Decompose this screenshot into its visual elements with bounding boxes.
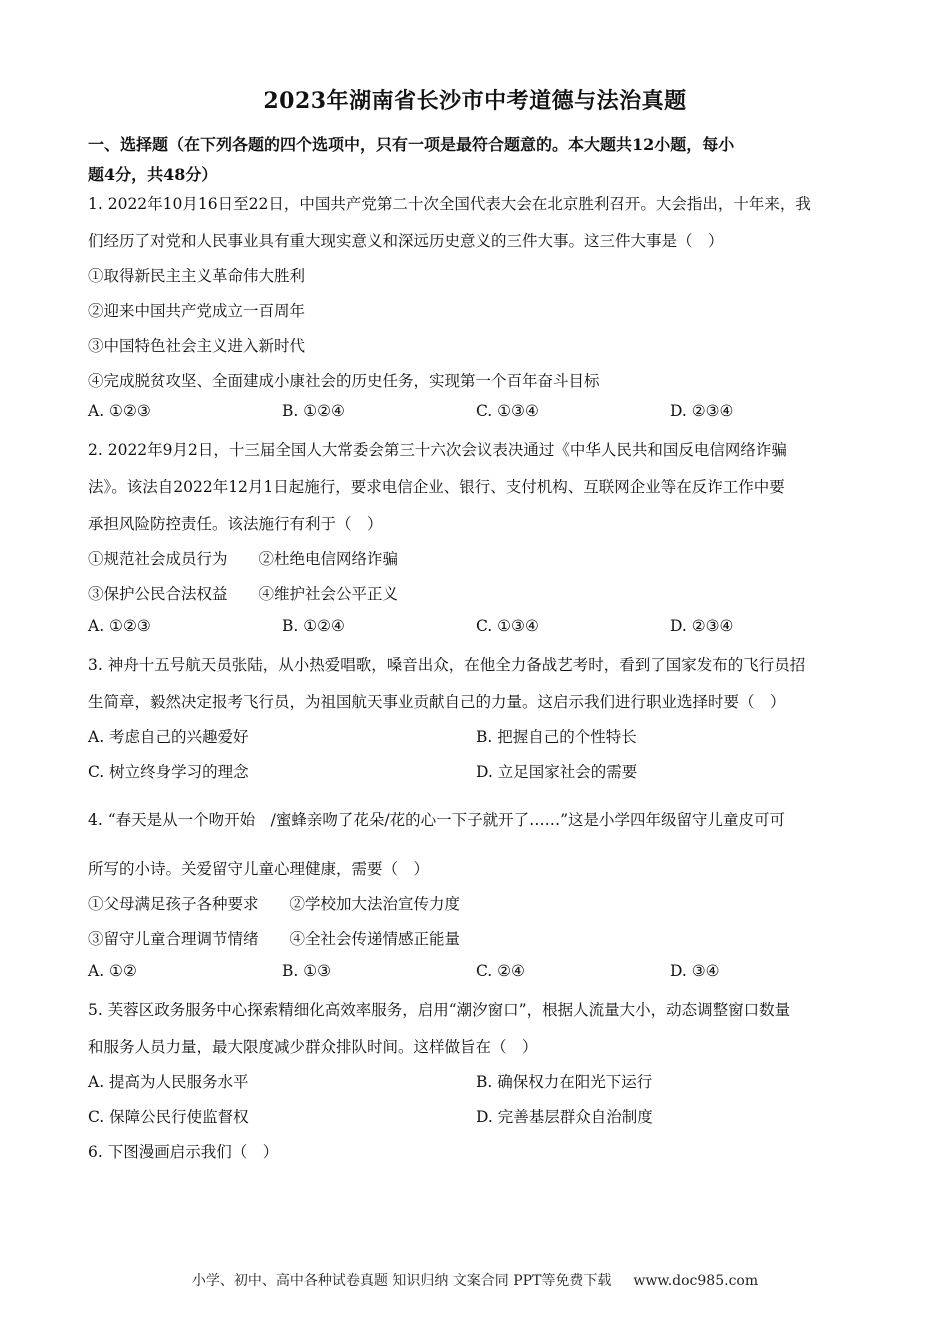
q2-statements-1: ①规范社会成员行为 ②杜绝电信网络诈骗 — [88, 550, 399, 568]
q1-statement-2: ②迎来中国共产党成立一百周年 — [88, 302, 306, 320]
section-heading-line-1: 一、选择题（在下列各题的四个选项中，只有一项是最符合题意的。本大题共12小题，每小 — [88, 135, 735, 154]
q2-stem-line-2: 法》。该法自2022年12月1日起施行，要求电信企业、银行、支付机构、互联网企业等在反诈工作中要 — [88, 478, 785, 496]
q4-statements-2: ③留守儿童合理调节情绪 ④全社会传递情感正能量 — [88, 930, 461, 948]
q4-stem-line-1: 4. “春天是从一个吻开始 /蜜蜂亲吻了花朵/花的心一下子就开了……”这是小学四年级留守儿童皮可可 — [88, 811, 786, 829]
q2-option-c: C. ①③④ — [476, 617, 539, 635]
q1-statement-1: ①取得新民主主义革命伟大胜利 — [88, 267, 306, 285]
q5-option-c: C. 保障公民行使监督权 — [88, 1108, 249, 1126]
q2-stem-line-3: 承担风险防控责任。该法施行有利于（ ） — [88, 515, 383, 533]
q1-stem-line-2: 们经历了对党和人民事业具有重大现实意义和深远历史意义的三件大事。这三件大事是（ ） — [88, 232, 724, 250]
q3-option-b: B. 把握自己的个性特长 — [476, 728, 637, 746]
q3-option-d: D. 立足国家社会的需要 — [476, 763, 638, 781]
page-title: 2023年湖南省长沙市中考道德与法治真题 — [263, 88, 687, 114]
q1-option-a: A. ①②③ — [88, 402, 151, 420]
q4-statements-1: ①父母满足孩子各种要求 ②学校加大法治宣传力度 — [88, 895, 461, 913]
q1-stem-line-1: 1. 2022年10月16日至22日，中国共产党第二十次全国代表大会在北京胜利召开。大会指出，十年来，我 — [88, 195, 811, 213]
q4-option-b: B. ①③ — [282, 962, 332, 980]
q5-option-b: B. 确保权力在阳光下运行 — [476, 1073, 653, 1091]
footer-url[interactable]: www.doc985.com — [633, 1273, 759, 1289]
q3-stem-line-2: 生简章，毅然决定报考飞行员，为祖国航天事业贡献自己的力量。这启示我们进行职业选择时要（ ） — [88, 693, 786, 711]
q1-option-b: B. ①②④ — [282, 402, 345, 420]
q4-option-a: A. ①② — [88, 962, 137, 980]
q2-option-b: B. ①②④ — [282, 617, 345, 635]
q1-statement-3: ③中国特色社会主义进入新时代 — [88, 337, 306, 355]
q2-stem-line-1: 2. 2022年9月2日，十三届全国人大常委会第三十六次会议表决通过《中华人民共和国反电信网络诈骗 — [88, 441, 787, 459]
q4-option-c: C. ②④ — [476, 962, 525, 980]
q5-option-d: D. 完善基层群众自治制度 — [476, 1108, 653, 1126]
q3-stem-line-1: 3. 神舟十五号航天员张陆，从小热爱唱歌，嗓音出众，在他全力备战艺考时，看到了国家发布的飞行员招 — [88, 656, 806, 674]
q5-stem-line-2: 和服务人员力量，最大限度减少群众排队时间。这样做旨在（ ） — [88, 1038, 538, 1056]
q2-statements-2: ③保护公民合法权益 ④维护社会公平正义 — [88, 585, 399, 603]
q3-option-c: C. 树立终身学习的理念 — [88, 763, 249, 781]
q4-option-d: D. ③④ — [670, 962, 720, 980]
page-footer — [0, 1270, 950, 1290]
q3-option-a: A. 考虑自己的兴趣爱好 — [88, 728, 249, 746]
section-heading-line-2: 题4分，共48分） — [88, 165, 218, 184]
footer-text: 小学、初中、高中各种试卷真题 知识归纳 文案合同 PPT等免费下载 — [191, 1273, 612, 1289]
q5-stem-line-1: 5. 芙蓉区政务服务中心探索精细化高效率服务，启用“潮汐窗口”，根据人流量大小，动态调整窗口数量 — [88, 1001, 791, 1019]
q2-option-a: A. ①②③ — [88, 617, 151, 635]
q6-stem-line-1: 6. 下图漫画启示我们（ ） — [88, 1143, 279, 1161]
q4-stem-line-2: 所写的小诗。关爱留守儿童心理健康，需要（ ） — [88, 860, 430, 878]
q1-option-d: D. ②③④ — [670, 402, 734, 420]
q1-option-c: C. ①③④ — [476, 402, 539, 420]
q5-option-a: A. 提高为人民服务水平 — [88, 1073, 249, 1091]
q2-option-d: D. ②③④ — [670, 617, 734, 635]
q1-statement-4: ④完成脱贫攻坚、全面建成小康社会的历史任务，实现第一个百年奋斗目标 — [88, 372, 600, 390]
